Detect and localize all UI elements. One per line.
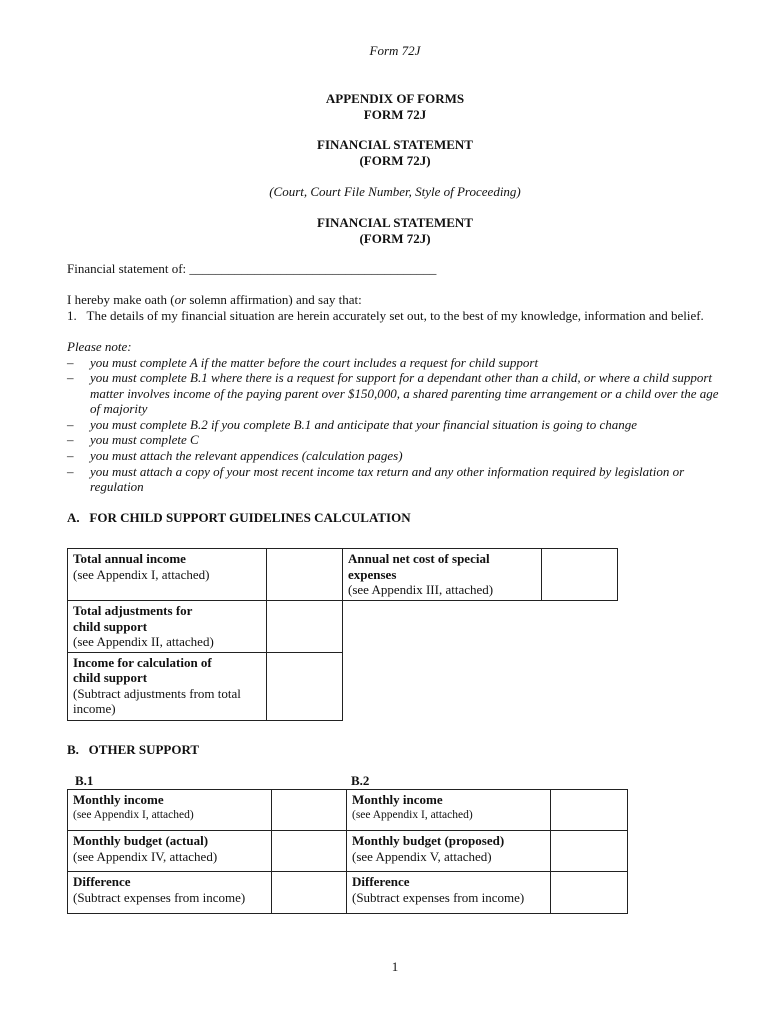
special-expenses-value[interactable] [542,549,618,601]
total-adjustments-label [68,601,267,653]
total-adjustments-value[interactable] [267,601,343,653]
note-text: you must attach the relevant appendices (calculation pages) [90,448,403,464]
section-b-heading: B. OTHER SUPPORT [67,742,200,757]
row-title: Monthly income [73,792,164,807]
row-note: (see Appendix I, attached) [73,808,194,821]
b1-monthly-income-value[interactable] [272,790,347,831]
note-item [67,355,727,371]
note-item [67,417,727,433]
appendix-heading [0,91,770,122]
note-item [67,370,727,417]
notes-heading: Please note: [67,339,132,354]
oath-item-1: 1. The details of my financial situation are herein accurately set out, to the best of my knowledge, information and belief. [67,308,704,323]
row-note: (see Appendix I, attached) [352,808,473,821]
row-title: Monthly income [352,792,443,807]
b1-monthly-budget-label [68,831,272,872]
blank-area [343,601,618,653]
row-title-cont: expenses [348,566,397,582]
note-dash: – [67,370,74,386]
row-title: Monthly budget (actual) [73,833,209,848]
note-dash: – [67,416,74,432]
oath-or: or [174,292,187,307]
b1-monthly-budget-value[interactable] [272,831,347,872]
form-title-2 [0,215,770,246]
b2-monthly-income-label [347,790,551,831]
note-text: you must attach a copy of your most recent income tax return and any other information required by legislation or regulation [90,463,685,495]
row-title: Income for calculation of [73,654,212,670]
note-text: you must complete B.2 if you complete B.1 and anticipate that your financial situation is going to change [90,416,637,432]
oath-end: solemn affirmation) and say that: [186,292,362,307]
oath-line [67,292,727,308]
row-title: Total adjustments for [73,603,193,618]
note-item [67,464,727,495]
note-dash: – [67,448,74,464]
row-note: (see Appendix II, attached) [73,634,214,649]
b2-monthly-budget-label [347,831,551,872]
b1-monthly-income-label [68,790,272,831]
note-text: you must complete C [90,432,199,448]
b1-label: B.1 [75,773,94,788]
row-title: Difference [352,874,410,889]
note-item [67,432,727,448]
note-dash: – [67,432,74,448]
row-note: (Subtract expenses from income) [352,889,525,905]
statement-of-field[interactable]: Financial statement of: ______________________________________ [67,261,437,276]
b1-difference-value[interactable] [272,872,347,914]
row-title-cont: child support [73,670,148,685]
appendix-form: FORM 72J [363,106,427,122]
form-title-1-text: FINANCIAL STATEMENT [317,137,473,152]
income-for-calculation-label [68,652,267,720]
note-dash: – [67,354,74,370]
row-title: Annual net cost of special [348,551,490,566]
row-note: (see Appendix III, attached) [348,582,494,597]
form-title-1 [0,137,770,168]
note-text: you must complete B.1 where there is a request for support for a dependant other than a child, or where a child support matter involves income of the paying parent over $150,000, a shared parenting time arrangement or a child over the age of majority [90,370,719,417]
section-a-heading: A. FOR CHILD SUPPORT GUIDELINES CALCULATION [67,510,411,525]
child-support-table [67,548,618,721]
b2-difference-label [347,872,551,914]
please-note [67,339,727,495]
b2-difference-value[interactable] [551,872,628,914]
note-dash: – [67,463,74,479]
b2-monthly-income-value[interactable] [551,790,628,831]
row-note: (see Appendix I, attached) [73,566,210,582]
note-text: you must complete A if the matter before the court includes a request for child support [90,354,539,370]
other-support-table [67,789,628,914]
note-item [67,448,727,464]
b2-monthly-budget-value[interactable] [551,831,628,872]
row-title-cont: child support [73,618,148,634]
appendix-title: APPENDIX OF FORMS [325,91,465,106]
row-note: (Subtract expenses from income) [73,889,246,905]
total-annual-income-label [68,549,267,601]
row-title: Total annual income [73,551,186,566]
row-title: Monthly budget (proposed) [352,833,505,848]
income-for-calculation-value[interactable] [267,652,343,720]
row-note: (see Appendix V, attached) [352,848,492,864]
special-expenses-label [343,549,542,601]
form-title-2-number: (FORM 72J) [359,230,431,246]
oath-start: I hereby make oath ( [67,292,175,307]
form-title-2-text: FINANCIAL STATEMENT [317,215,473,230]
b1-difference-label [68,872,272,914]
row-note: (Subtract adjustments from total income) [73,685,241,716]
row-title: Difference [73,874,131,889]
court-line: (Court, Court File Number, Style of Proceeding) [269,184,521,199]
total-annual-income-value[interactable] [267,549,343,601]
blank-area [343,652,618,720]
b2-label: B.2 [351,773,370,788]
form-title-1-number: (FORM 72J) [359,152,431,168]
row-note: (see Appendix IV, attached) [73,848,218,864]
page-number: 1 [391,959,399,974]
running-title: Form 72J [369,43,421,58]
